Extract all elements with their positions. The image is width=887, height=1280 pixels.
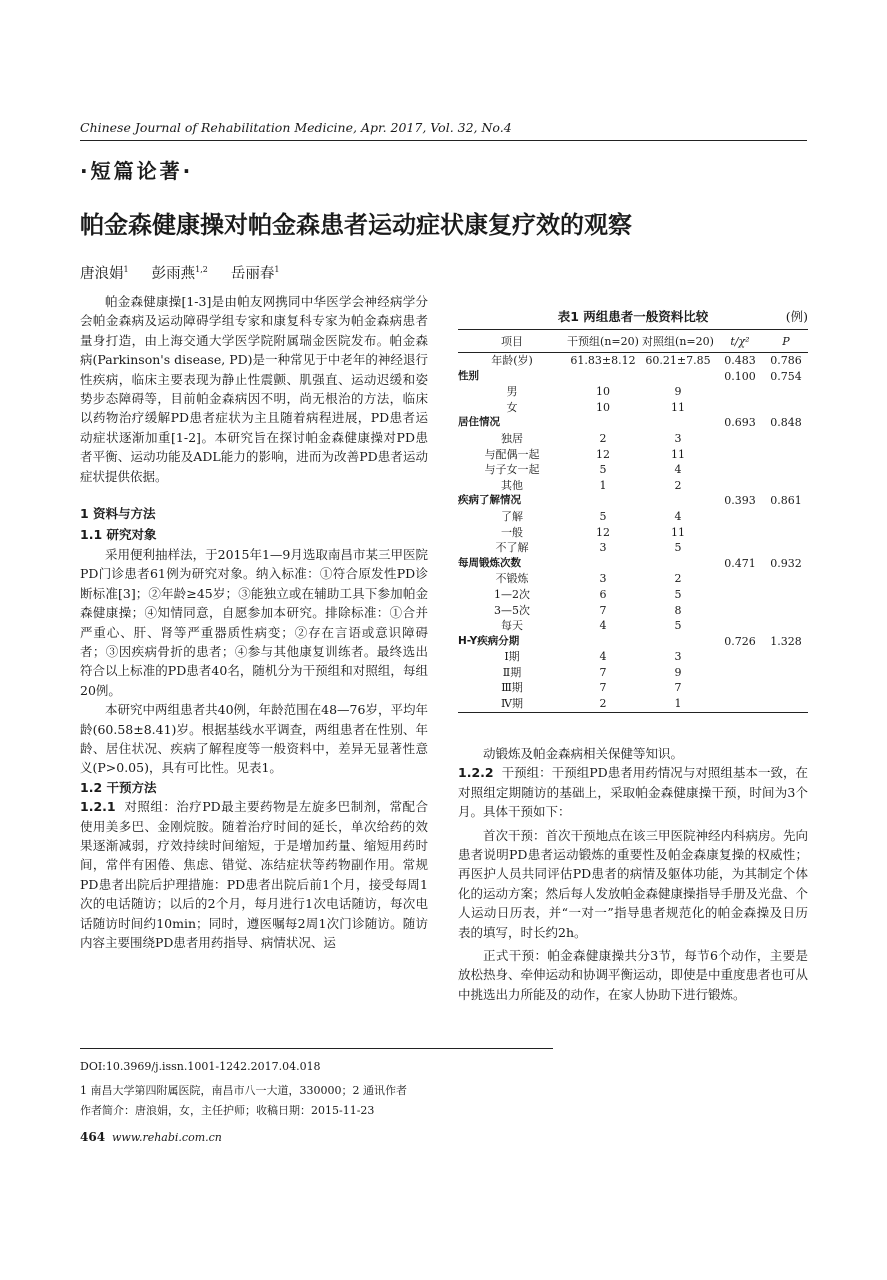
statistic-value bbox=[716, 462, 764, 478]
p-value: 0.932 bbox=[770, 556, 802, 570]
control-value: 4 bbox=[674, 463, 682, 477]
author-affiliation: 1,2 bbox=[195, 265, 208, 275]
p-value bbox=[764, 431, 808, 447]
p-value bbox=[764, 587, 808, 603]
intervention-value: 10 bbox=[596, 400, 610, 414]
p-value: 0.861 bbox=[770, 494, 802, 508]
p-value bbox=[764, 680, 808, 696]
header-rule bbox=[80, 140, 807, 141]
intervention-value: 7 bbox=[599, 603, 607, 617]
row-label: 一般 bbox=[501, 525, 523, 539]
row-label: 其他 bbox=[501, 478, 523, 492]
p-value bbox=[764, 696, 808, 712]
statistic-value: 0.726 bbox=[724, 634, 756, 648]
control-value bbox=[640, 369, 716, 385]
table-row bbox=[458, 493, 808, 509]
control-value: 4 bbox=[674, 509, 682, 523]
p-value bbox=[764, 384, 808, 400]
table-row bbox=[458, 696, 808, 712]
row-label: 男 bbox=[506, 385, 518, 399]
subsection-heading-intervention: 1.2 干预方法 bbox=[80, 779, 157, 795]
row-label: 3—5次 bbox=[494, 603, 530, 617]
doi-footnote: DOI:10.3969/j.issn.1001-1242.2017.04.018 bbox=[80, 1060, 321, 1073]
footnote-rule bbox=[80, 1048, 553, 1049]
control-value: 11 bbox=[671, 525, 685, 539]
statistic-value bbox=[716, 603, 764, 619]
table-caption-row bbox=[458, 305, 808, 329]
table-row bbox=[458, 384, 808, 400]
intervention-value: 1 bbox=[599, 478, 607, 492]
control-value: 5 bbox=[674, 541, 682, 555]
intervention-value: 4 bbox=[599, 650, 607, 664]
paragraph-text: 干预组：干预组PD患者用药情况与对照组基本一致，在对照组定期随访的基础上，采取帕金森健康操干预，时间为3个月。具体干预如下： bbox=[458, 765, 809, 820]
table-row bbox=[458, 649, 808, 665]
right-column bbox=[458, 744, 808, 1004]
table-row bbox=[458, 603, 808, 619]
table-header-cell: P bbox=[764, 330, 808, 353]
control-value: 11 bbox=[671, 400, 685, 414]
author-name: 岳丽春 bbox=[230, 266, 275, 282]
control-value: 3 bbox=[674, 431, 682, 445]
statistic-value bbox=[716, 540, 764, 556]
p-value bbox=[764, 400, 808, 416]
table-unit: (例) bbox=[785, 309, 808, 324]
paragraph-baseline: 本研究中两组患者共40例，年龄范围在48—76岁，平均年龄(60.58±8.41)岁。根据基线水平调查，两组患者在性别、年龄、居住状况、疾病了解程度等一般资料中，差异无显著性意义(P>0.05)，具有可比性。见表1。 bbox=[80, 702, 428, 776]
journal-header: Chinese Journal of Rehabilitation Medicine, Apr. 2017, Vol. 32, No.4 bbox=[80, 120, 512, 135]
section-heading-methods: 1 资料与方法 bbox=[80, 506, 156, 522]
control-value: 2 bbox=[674, 572, 682, 586]
table-row bbox=[458, 509, 808, 525]
section-tag: ·短篇论著· bbox=[80, 159, 194, 183]
page-number: 464 bbox=[80, 1130, 106, 1144]
intervention-value bbox=[566, 369, 640, 385]
statistic-value bbox=[716, 400, 764, 416]
author-affiliation: 1 bbox=[274, 265, 280, 275]
table-row bbox=[458, 618, 808, 634]
control-value: 11 bbox=[671, 447, 685, 461]
table-caption: 表1 两组患者一般资料比较 bbox=[557, 309, 709, 324]
statistic-value bbox=[716, 618, 764, 634]
control-value: 9 bbox=[674, 385, 682, 399]
statistic-value bbox=[716, 384, 764, 400]
table-row bbox=[458, 665, 808, 681]
control-value: 60.21±7.85 bbox=[645, 354, 711, 367]
row-label: 年龄(岁) bbox=[491, 354, 533, 367]
p-value bbox=[764, 478, 808, 494]
article-title: 帕金森健康操对帕金森患者运动症状康复疗效的观察 bbox=[80, 211, 632, 239]
author-name: 彭雨燕 bbox=[151, 266, 196, 282]
paragraph-text: 对照组：治疗PD最主要药物是左旋多巴制剂，常配合使用美多巴、金刚烷胺。随着治疗时间的延长，单次给药的效果逐渐减弱，疗效持续时间缩短，于是增加药量、缩短用药时间，常伴有困倦、焦虑、错觉、冻结症状等药物副作用。常规PD患者出院后护理措施：PD患者出院后前1个月，接受每周1次的电话随访；以后的2个月，每月进行1次电话随访，每次电话随访时间约10min；同时，遵医嘱每2周1次门诊随访。随访内容主要围绕PD患者用药指导、病情状况、运 bbox=[80, 799, 429, 950]
intervention-value: 61.83±8.12 bbox=[570, 354, 636, 367]
control-value: 1 bbox=[640, 696, 716, 712]
table-row bbox=[458, 462, 808, 478]
paragraph-number: 1.2.2 bbox=[458, 765, 494, 781]
row-label: 疾病了解情况 bbox=[458, 494, 521, 507]
author-name: 唐浪娟 bbox=[80, 266, 124, 282]
p-value: 1.328 bbox=[770, 634, 802, 648]
table-row bbox=[458, 431, 808, 447]
paragraph-continuation: 动锻炼及帕金森病相关保健等知识。 bbox=[483, 746, 684, 761]
p-value bbox=[764, 447, 808, 463]
statistic-value: 0.100 bbox=[724, 369, 756, 383]
intervention-value: 3 bbox=[599, 541, 607, 555]
row-label: 每周锻炼次数 bbox=[458, 556, 521, 569]
statistic-value bbox=[716, 447, 764, 463]
p-value bbox=[764, 571, 808, 587]
table-row bbox=[458, 400, 808, 416]
p-value bbox=[764, 509, 808, 525]
statistic-value bbox=[716, 509, 764, 525]
control-value: 5 bbox=[674, 587, 682, 601]
row-label: 独居 bbox=[501, 431, 523, 445]
paragraph-first-intervention: 首次干预：首次干预地点在该三甲医院神经内科病房。先向患者说明PD患者运动锻炼的重要性及帕金森康复操的权威性；再医护人员共同评估PD患者的病情及躯体功能，为其制定个体化的运动方案；然后每人发放帕金森健康操指导手册及光盘、个人运动日历表，并“一对一”指导患者规范化的帕金森操及日历表的填写，时长约2h。 bbox=[458, 827, 809, 940]
author-affiliation: 1 bbox=[123, 265, 129, 275]
intervention-value bbox=[566, 415, 640, 431]
row-label: 女 bbox=[506, 400, 518, 414]
row-label: Ⅲ期 bbox=[501, 681, 523, 695]
row-label: 每天 bbox=[501, 619, 523, 633]
row-label: 与配偶一起 bbox=[484, 447, 540, 461]
statistic-value bbox=[716, 478, 764, 494]
intervention-value: 7 bbox=[599, 665, 607, 679]
control-value: 7 bbox=[674, 681, 682, 695]
statistic-value: 0.483 bbox=[724, 354, 756, 367]
p-value bbox=[764, 540, 808, 556]
row-label: 居住情况 bbox=[458, 416, 500, 429]
control-value bbox=[640, 556, 716, 572]
p-value bbox=[764, 603, 808, 619]
statistic-value bbox=[716, 587, 764, 603]
statistic-value bbox=[716, 571, 764, 587]
table-row bbox=[458, 415, 808, 431]
table-header-cell: 项目 bbox=[458, 330, 566, 353]
p-value: 0.754 bbox=[770, 369, 802, 383]
table-1 bbox=[458, 305, 808, 713]
statistic-value bbox=[716, 696, 764, 712]
statistic-value bbox=[716, 665, 764, 681]
paragraph-number: 1.2.1 bbox=[80, 799, 116, 815]
row-label: 1—2次 bbox=[494, 587, 530, 601]
table-row bbox=[458, 556, 808, 572]
table-row bbox=[458, 478, 808, 494]
row-label: 不了解 bbox=[495, 541, 529, 555]
table-header-cell: 干预组(n=20) bbox=[566, 330, 640, 353]
p-value bbox=[764, 462, 808, 478]
control-value bbox=[640, 493, 716, 509]
intervention-value: 2 bbox=[599, 431, 607, 445]
left-column bbox=[80, 292, 428, 952]
control-value bbox=[640, 634, 716, 650]
p-value bbox=[764, 618, 808, 634]
row-label: 性别 bbox=[458, 369, 479, 382]
table-row bbox=[458, 634, 808, 650]
intervention-value: 6 bbox=[599, 587, 607, 601]
intervention-value: 2 bbox=[566, 696, 640, 712]
author-list bbox=[80, 262, 280, 283]
table-row bbox=[458, 353, 808, 369]
row-label: 了解 bbox=[501, 509, 523, 523]
statistic-value bbox=[716, 525, 764, 541]
table-row bbox=[458, 525, 808, 541]
row-label: H-Y疾病分期 bbox=[458, 634, 520, 647]
table-body bbox=[458, 353, 808, 713]
control-value bbox=[640, 415, 716, 431]
paragraph-formal-intervention: 正式干预：帕金森健康操共分3节，每节6个动作，主要是放松热身、牵伸运动和协调平衡运动，即使是中重度患者也可从中挑选出力所能及的动作，在家人协助下进行锻炼。 bbox=[458, 948, 809, 1002]
table-header-row bbox=[458, 330, 808, 353]
table-row bbox=[458, 587, 808, 603]
intervention-value: 12 bbox=[596, 447, 610, 461]
p-value bbox=[764, 649, 808, 665]
journal-website: www.rehabi.com.cn bbox=[112, 1131, 222, 1144]
intervention-value: 3 bbox=[599, 572, 607, 586]
paragraph-control-group bbox=[80, 797, 428, 952]
intervention-value bbox=[566, 556, 640, 572]
control-value: 2 bbox=[674, 478, 682, 492]
statistic-value: 0.471 bbox=[724, 556, 756, 570]
intervention-value: 4 bbox=[599, 619, 607, 633]
table-row bbox=[458, 680, 808, 696]
intervention-value: 12 bbox=[596, 525, 610, 539]
general-data-table bbox=[458, 329, 808, 713]
intervention-value: 5 bbox=[599, 463, 607, 477]
paragraph-subjects: 采用便利抽样法，于2015年1—9月选取南昌市某三甲医院PD门诊患者61例为研究对象。纳入标准：①符合原发性PD诊断标准[3]；②年龄≥45岁；③能独立或在辅助工具下参加帕金森健康操；④知情同意，自愿参加本研究。排除标准：①合并严重心、肝、肾等严重器质性病变；②存在言语或意识障碍者；③因疾病骨折的患者；④参与其他康复训练者。最终选出符合以上标准的PD患者40名，随机分为干预组和对照组，每组20例。 bbox=[80, 546, 428, 698]
row-label: Ⅳ期 bbox=[458, 696, 566, 712]
p-value bbox=[764, 665, 808, 681]
subsection-heading-subjects: 1.1 研究对象 bbox=[80, 527, 157, 543]
statistic-value: 0.393 bbox=[724, 494, 756, 508]
control-value: 5 bbox=[674, 619, 682, 633]
intervention-value: 10 bbox=[596, 385, 610, 399]
p-value bbox=[764, 525, 808, 541]
table-row bbox=[458, 369, 808, 385]
control-value: 9 bbox=[674, 665, 682, 679]
row-label: Ⅰ期 bbox=[504, 650, 520, 664]
control-value: 8 bbox=[674, 603, 682, 617]
statistic-value bbox=[716, 680, 764, 696]
statistic-value: 0.693 bbox=[724, 416, 756, 430]
statistic-value bbox=[716, 431, 764, 447]
paragraph-intervention-group bbox=[458, 763, 808, 821]
intervention-value bbox=[566, 493, 640, 509]
row-label: 与子女一起 bbox=[484, 463, 540, 477]
intervention-value: 5 bbox=[599, 509, 607, 523]
table-header-cell: t/χ² bbox=[716, 330, 764, 353]
table-row bbox=[458, 540, 808, 556]
table-row bbox=[458, 447, 808, 463]
intro-paragraph: 帕金森健康操[1-3]是由帕友网携同中华医学会神经病学分会帕金森病及运动障碍学组专家和康复科专家为帕金森病患者量身打造，由上海交通大学医学院附属瑞金医院发布。帕金森病(Parkinson's disease, PD)是一种常见于中老年的神经退行性疾病，临床主要表现为静止性震颤、肌强直、运动迟缓和姿势步态障碍等，目前帕金森病因不明，尚无根治的方法，临床以药物治疗缓解PD患者症状为主且随着病程进展，PD患者运动症状逐渐加重[1-2]。本研究旨在探讨帕金森健康操对PD患者平衡、运动功能及ADL能力的影响，进而为改善PD患者运动症状提供依据。 bbox=[80, 294, 428, 484]
table-row bbox=[458, 571, 808, 587]
table-header-cell: 对照组(n=20) bbox=[640, 330, 716, 353]
control-value: 3 bbox=[674, 650, 682, 664]
row-label: 不锻炼 bbox=[495, 572, 529, 586]
row-label: Ⅱ期 bbox=[502, 665, 522, 679]
p-value: 0.786 bbox=[770, 354, 802, 367]
intervention-value: 7 bbox=[599, 681, 607, 695]
intervention-value bbox=[566, 634, 640, 650]
author-info-footnote: 作者简介：唐浪娟，女，主任护师；收稿日期：2015-11-23 bbox=[80, 1104, 375, 1117]
statistic-value bbox=[716, 649, 764, 665]
affiliation-footnote: 1 南昌大学第四附属医院，南昌市八一大道，330000；2 通讯作者 bbox=[80, 1084, 407, 1097]
p-value: 0.848 bbox=[770, 416, 802, 430]
